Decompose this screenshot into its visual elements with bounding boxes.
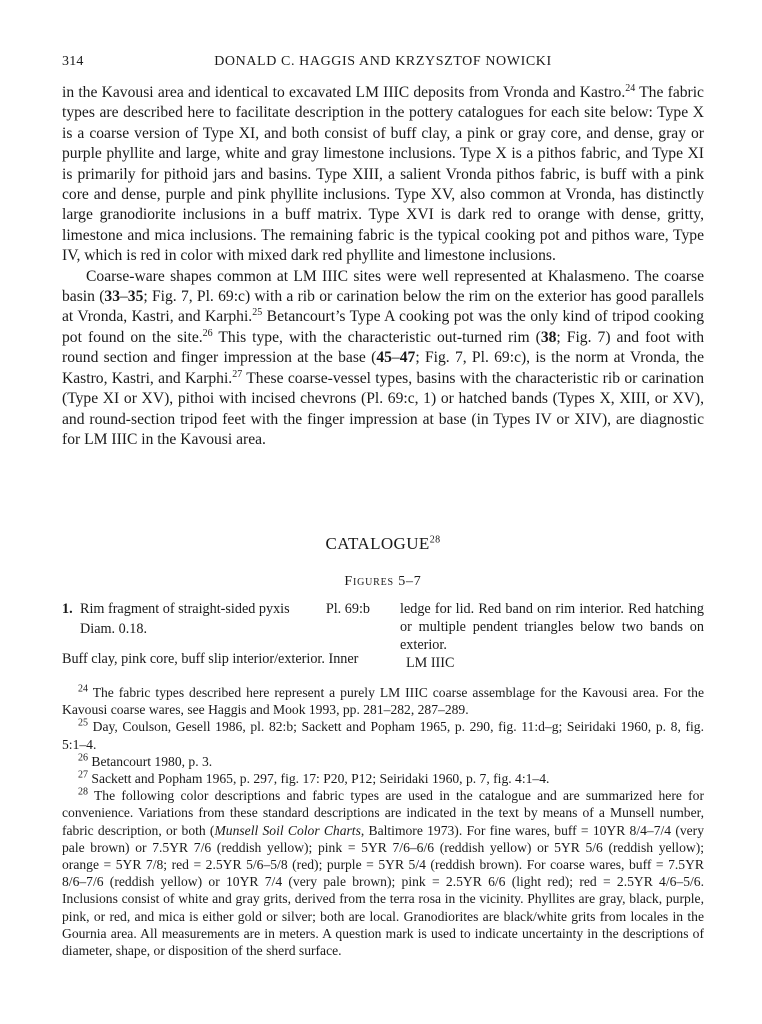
entry-plate: Pl. 69:b: [325, 601, 370, 617]
footnote-25: $^{25}$ Day, Coulson, Gesell 1986, pl. 82:b; Sackett and Popham 1965, p. 290, fig. 11:d–g; Seiridaki 1960, p. 8, fig. 5:1–4.: [62, 717, 704, 752]
entry-date: LM IIIC: [406, 655, 455, 671]
catalogue-ref: 47: [399, 349, 416, 367]
footnote-ref-28[interactable]: 28: [429, 534, 441, 546]
entry-diameter: Diam. 0.18.: [80, 621, 147, 637]
footnote-ref-24[interactable]: 24: [625, 82, 636, 94]
catalogue-entry-right: [400, 600, 704, 672]
entry-fabric: Buff clay, pink core, buff slip interior/exterior. Inner: [62, 651, 359, 667]
body-text: [62, 83, 704, 450]
figures-heading: Figures 5–7: [344, 574, 422, 589]
running-head-authors: DONALD C. HAGGIS AND KRZYSZTOF NOWICKI: [214, 54, 552, 69]
entry-decoration: ledge for lid. Red band on rim interior. Red hatching or multiple pendent triangles below two bands on exterior.: [400, 601, 704, 653]
footnote-ref-25[interactable]: 25: [252, 307, 263, 319]
paragraph-fabric-types: in the Kavousi area and identical to excavated LM IIIC deposits from Vronda and Kastro.$^{24}$ The fabric types are described here to facilitate description in the pottery catalogues for each site below: Type X is a coarse version of Type XI, and both consist of buff clay, a pink or gray core, and dense, gray or purple phyllite and large, white and gray limestone inclusions. Type X is a pithos fabric, and Type XI is primarily for pithoid jars and basins. Type XIII, a salient Vronda pithos fabric, is buff with a pink core and dense, purple and pink phyllite inclusions. Type XV, also common at Vronda, has distinctly large granodiorite inclusions in a buff matrix. Type XVI is dark red to orange with dense, gritty, limestone and mica inclusions. The remaining fabric is the typical cooking pot and pithos ware, Type IV, which is red in color with mixed dark red phyllite and limestone inclusions.: [62, 82, 704, 265]
footnote-27: $^{27}$ Sackett and Popham 1965, p. 297, fig. 17: P20, P12; Seiridaki 1960, p. 7, fig. 4:1–4.: [78, 769, 550, 787]
catalogue-ref: 45: [376, 349, 392, 367]
footnotes: [62, 684, 704, 959]
footnote-ref-26[interactable]: 26: [202, 327, 213, 339]
footnote-26: $^{26}$ Betancourt 1980, p. 3.: [78, 752, 213, 769]
running-head: [62, 54, 704, 74]
catalogue-ref: 33: [104, 288, 120, 306]
footnote-ref-27[interactable]: 27: [232, 368, 243, 380]
page-number: 314: [62, 54, 84, 69]
footnote-24: $^{24}$ The fabric types described here represent a purely LM IIIC coarse assemblage for the Kavousi area. For the Kavousi coarse wares, see Haggis and Mook 1993, pp. 281–282, 287–289.: [62, 683, 704, 718]
catalogue-ref: 35: [127, 288, 144, 306]
entry-number: 1.: [62, 601, 73, 617]
paragraph-coarse-ware-shapes: Coarse-ware shapes common at LM IIIC sites were well represented at Khalasmeno. The coarse basin (33–35; Fig. 7, Pl. 69:c) with a rib or carination below the rim on the exterior has good parallels at Vronda, Kastri, and Karphi.$^{25}$ Betancourt’s Type A cooking pot was the only kind of tripod cooking pot found on the site.$^{26}$ This type, with the characteristic out-turned rim (38; Fig. 7) and foot with round section and finger impression at the base (45–47; Fig. 7, Pl. 69:c), is the norm at Vronda, the Kastro, Kastri, and Karphi.$^{27}$ These coarse-vessel types, basins with the characteristic rib or carination (Type XI or XV), pithoi with incised chevrons (Pl. 69:c, 1) or hatched bands (Types X, XIII, or XV), and round-section tripod feet with the finger impression at base (in Types IV or XIV), are diagnostic for LM IIIC in the Kavousi area.: [62, 267, 705, 448]
catalogue-heading: CATALOGUE$^{28}$: [325, 534, 441, 553]
entry-description: Rim fragment of straight-sided pyxis: [80, 601, 290, 617]
catalogue-entry-left: [62, 600, 380, 668]
footnote-28: $^{28}$ The following color descriptions and fabric types are used in the catalogue and are summarized here for convenience. Variations from these standard descriptions are indicated in the text by means of a Munsell number, fabric description, or both (Munsell Soil Color Charts, Baltimore 1973). For fine wares, buff = 10YR 8/4–7/4 (very pale brown) or 7.5YR 7/6 (reddish yellow); pink = 5YR 7/6–6/6 (reddish yellow) or 5YR 5/6 (reddish yellow); orange = 5YR 7/8; red = 2.5YR 5/6–5/8 (red); purple = 5YR 5/4 (reddish brown). For coarse wares, buff = 7.5YR 8/6–7/6 (reddish yellow) or 10YR 7/4 (very pale brown); pink = 2.5YR 6/6 (light red); red = 2.5YR 4/6–5/6. Inclusions consist of white and gray grits, derived from the terra rosa in the vicinity. Phyllites are gray, black, purple, pink, or red, and mica is either gold or silver; both are local. Granodiorites are black/white grits from locales in the Gournia area. All measurements are in meters. A question mark is used to indicate uncertainty in the descriptions of diameter, shape, or disposition of the sherd surface.: [62, 786, 704, 959]
catalogue-ref: 38: [540, 328, 557, 346]
